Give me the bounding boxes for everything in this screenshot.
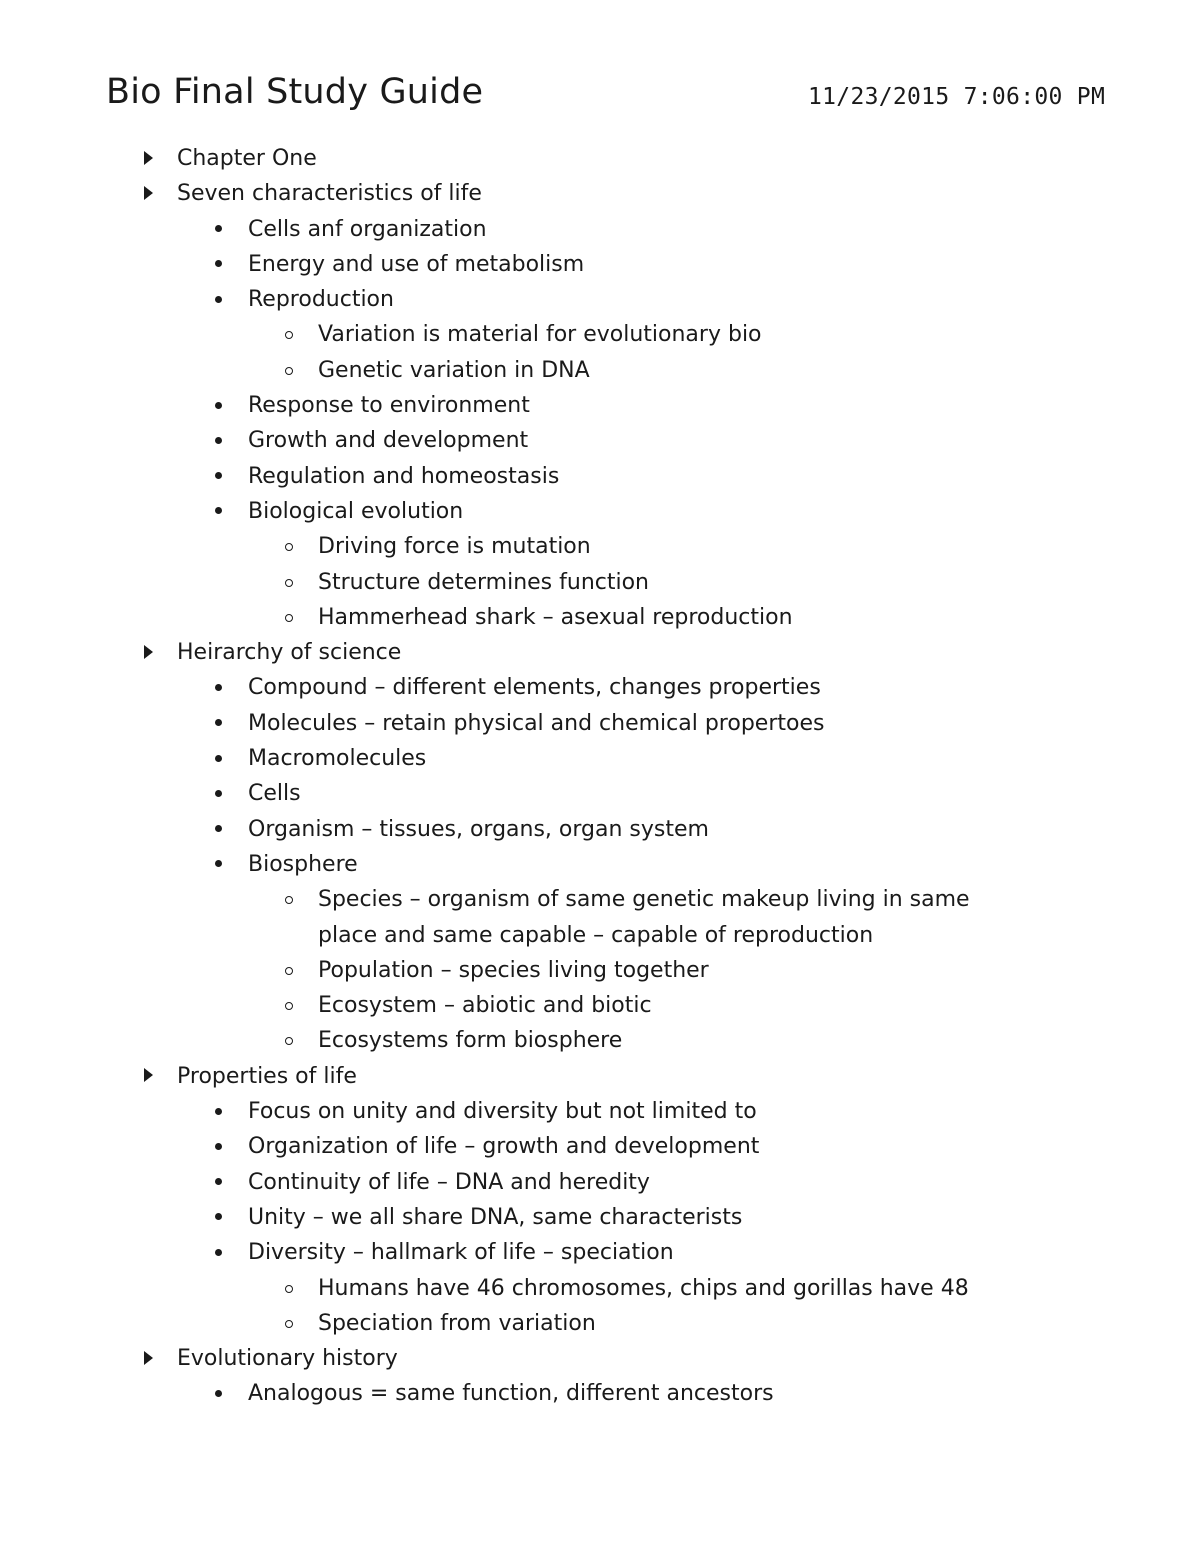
outline-item-text: Molecules – retain physical and chemical propertoes <box>248 710 825 736</box>
outline-item-text: Properties of life <box>177 1063 357 1089</box>
outline-item <box>0 1059 1200 1094</box>
outline-item-text: Organism – tissues, organs, organ system <box>248 816 709 842</box>
outline-item <box>0 882 1200 917</box>
outline-item-text: Humans have 46 chromosomes, chips and gorillas have 48 <box>318 1275 969 1301</box>
outline-item-text: Evolutionary history <box>177 1346 398 1372</box>
outline-item-text: Energy and use of metabolism <box>248 251 585 277</box>
outline-item <box>0 1165 1200 1200</box>
outline-item-text: place and same capable – capable of reproduction <box>318 922 874 948</box>
hollow-circle-bullet-icon <box>277 988 301 1023</box>
outline-item-text: Population – species living together <box>318 957 709 983</box>
outline-item-text: Analogous = same function, different ancestors <box>248 1381 774 1407</box>
outline-item-text: Biosphere <box>248 851 358 877</box>
outline-item-text: Unity – we all share DNA, same characterists <box>248 1204 743 1230</box>
outline-item-text: Chapter One <box>177 146 317 171</box>
filled-circle-bullet-icon <box>206 706 230 741</box>
outline-item-text: Species – organism of same genetic makeup living in same <box>318 887 970 913</box>
hollow-circle-bullet-icon <box>277 1271 301 1306</box>
outline-item <box>0 1129 1200 1164</box>
filled-circle-bullet-icon <box>206 459 230 494</box>
hollow-circle-bullet-icon <box>277 529 301 564</box>
filled-circle-bullet-icon <box>206 670 230 705</box>
outline-item <box>0 1306 1200 1341</box>
hollow-circle-bullet-icon <box>277 1023 301 1058</box>
hollow-circle-bullet-icon <box>277 565 301 600</box>
outline-item <box>0 459 1200 494</box>
outline-item <box>0 847 1200 882</box>
outline-item-text: Ecosystem – abiotic and biotic <box>318 993 652 1019</box>
outline-item <box>0 1341 1200 1376</box>
filled-circle-bullet-icon <box>206 212 230 247</box>
outline-item <box>0 247 1200 282</box>
outline-item <box>0 317 1200 352</box>
filled-circle-bullet-icon <box>206 1129 230 1164</box>
outline-item <box>0 1376 1200 1411</box>
outline-item <box>0 282 1200 317</box>
outline-item-text: Macromolecules <box>248 746 427 772</box>
outline-item-text: Cells anf organization <box>248 216 487 242</box>
outline-item-text: Heirarchy of science <box>177 640 402 666</box>
hollow-circle-bullet-icon <box>277 353 301 388</box>
filled-circle-bullet-icon <box>206 423 230 458</box>
outline-item <box>0 529 1200 564</box>
triangle-bullet-icon <box>136 1341 160 1376</box>
outline-item-text: Regulation and homeostasis <box>248 463 560 489</box>
filled-circle-bullet-icon <box>206 247 230 282</box>
document-title: Bio Final Study Guide <box>106 72 484 112</box>
filled-circle-bullet-icon <box>206 741 230 776</box>
outline-item <box>0 176 1200 211</box>
outline-item <box>0 1023 1200 1058</box>
outline-item-text: Diversity – hallmark of life – speciation <box>248 1240 674 1266</box>
outline-item-text: Genetic variation in DNA <box>318 357 590 383</box>
filled-circle-bullet-icon <box>206 812 230 847</box>
outline-item-text: Speciation from variation <box>318 1310 596 1336</box>
outline-item <box>0 1094 1200 1129</box>
outline-continuation-line <box>0 918 1200 953</box>
outline-item <box>0 600 1200 635</box>
filled-circle-bullet-icon <box>206 282 230 317</box>
outline-item-text: Compound – different elements, changes properties <box>248 675 821 701</box>
outline-item <box>0 741 1200 776</box>
outline-item <box>0 706 1200 741</box>
filled-circle-bullet-icon <box>206 847 230 882</box>
outline-item-text: Continuity of life – DNA and heredity <box>248 1169 650 1195</box>
outline-item <box>0 988 1200 1023</box>
outline-item <box>0 423 1200 458</box>
triangle-bullet-icon <box>136 1059 160 1094</box>
outline-item <box>0 670 1200 705</box>
outline-item <box>0 635 1200 670</box>
outline-item <box>0 953 1200 988</box>
outline-item-text: Cells <box>248 781 301 807</box>
outline-item <box>0 353 1200 388</box>
triangle-bullet-icon <box>136 141 160 176</box>
filled-circle-bullet-icon <box>206 776 230 811</box>
outline-item <box>0 812 1200 847</box>
outline-item-text: Driving force is mutation <box>318 534 591 560</box>
outline-item-text: Structure determines function <box>318 569 649 595</box>
outline-item-text: Ecosystems form biosphere <box>318 1028 623 1054</box>
outline-item-text: Hammerhead shark – asexual reproduction <box>318 604 793 630</box>
hollow-circle-bullet-icon <box>277 600 301 635</box>
document-datetime: 11/23/2015 7:06:00 PM <box>808 84 1106 110</box>
filled-circle-bullet-icon <box>206 1235 230 1270</box>
outline-item <box>0 1235 1200 1270</box>
filled-circle-bullet-icon <box>206 1165 230 1200</box>
filled-circle-bullet-icon <box>206 1094 230 1129</box>
triangle-bullet-icon <box>136 176 160 211</box>
outline-item-text: Organization of life – growth and development <box>248 1134 760 1160</box>
outline-item <box>0 494 1200 529</box>
outline-item-text: Focus on unity and diversity but not limited to <box>248 1099 757 1125</box>
hollow-circle-bullet-icon <box>277 882 301 917</box>
outline-item-text: Seven characteristics of life <box>177 181 482 207</box>
outline-item <box>0 776 1200 811</box>
filled-circle-bullet-icon <box>206 1200 230 1235</box>
filled-circle-bullet-icon <box>206 494 230 529</box>
hollow-circle-bullet-icon <box>277 317 301 352</box>
outline-item <box>0 141 1200 176</box>
outline-list <box>0 141 1200 1412</box>
outline-item <box>0 212 1200 247</box>
hollow-circle-bullet-icon <box>277 953 301 988</box>
triangle-bullet-icon <box>136 635 160 670</box>
outline-item-text: Biological evolution <box>248 498 464 524</box>
outline-item <box>0 1271 1200 1306</box>
outline-item-text: Growth and development <box>248 428 529 454</box>
outline-item <box>0 388 1200 423</box>
hollow-circle-bullet-icon <box>277 1306 301 1341</box>
outline-item <box>0 565 1200 600</box>
filled-circle-bullet-icon <box>206 388 230 423</box>
filled-circle-bullet-icon <box>206 1376 230 1411</box>
outline-item <box>0 1200 1200 1235</box>
outline-item-text: Variation is material for evolutionary bio <box>318 322 762 348</box>
outline-item-text: Reproduction <box>248 287 394 313</box>
outline-item-text: Response to environment <box>248 393 530 419</box>
